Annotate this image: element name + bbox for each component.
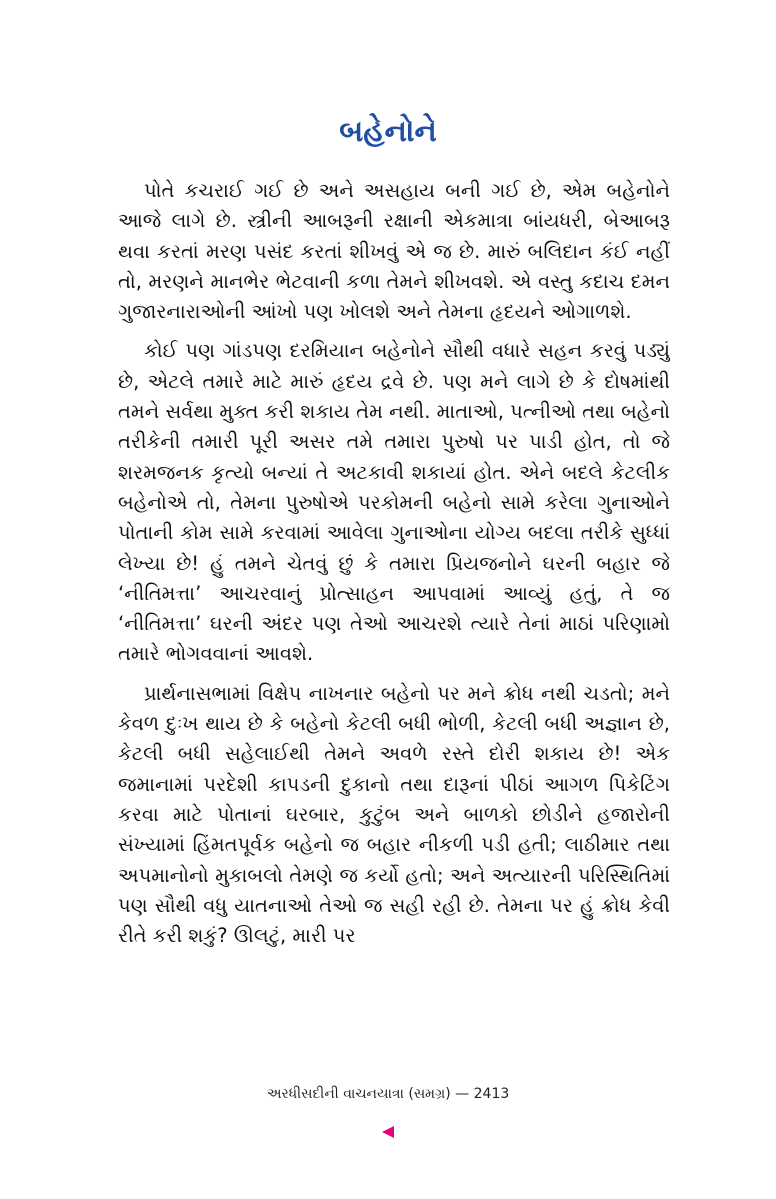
triangle-left-icon (380, 1124, 396, 1140)
page-footer: અરધીસદીની વાચનયાત્રા (સમગ્ર) — 2413 (266, 1086, 510, 1102)
page-title: બહેનોને (339, 114, 437, 149)
previous-page-button[interactable] (380, 1124, 396, 1140)
paragraph: કોઈ પણ ગાંડપણ દરમિયાન બહેનોને સૌથી વધારે સહન કરવું પડ્યું છે, એટલે તમારે માટે મારું હૃદય દ્રવે છે. પણ મને લાગે છે કે દોષમાંથી તમને સર્વથા મુક્ત કરી શકાય તેમ નથી. માતાઓ, પત્નીઓ તથા બહેનો તરીકેની તમારી પૂરી અસર તમે તમારા પુરુષો પર પાડી હોત, તો જે શરમજનક કૃત્યો બન્યાં તે અટકાવી શકાયાં હોત. એને બદલે કેટલીક બહેનોએ તો, તેમના પુરુષોએ પરકોમની બહેનો સામે કરેલા ગુનાઓને પોતાની કોમ સામે કરવામાં આવેલા ગુનાઓના યોગ્ય બદલા તરીકે સુધ્ધાં લેખ્યા છે! હું તમને ચેતવું છું કે તમારા પ્રિયજનોને ઘરની બહાર જે ‘નીતિમત્તા’ આચરવાનું પ્રોત્સાહન આપવામાં આવ્યું હતું, તે જ ‘નીતિમત્તા’ ઘરની અંદર પણ તેઓ આચરશે ત્યારે તેનાં માઠાં પરિણામો તમારે ભોગવવાનાં આવશે. (118, 339, 670, 666)
paragraph: પ્રાર્થનાસભામાં વિક્ષેપ નાખનાર બહેનો પર મને ક્રોધ નથી ચડતો; મને કેવળ દુઃખ થાય છે કે બહેનો કેટલી બધી ભોળી, કેટલી બધી અજ્ઞાન છે, કેટલી બધી સહેલાઈથી તેમને અવળે રસ્તે દોરી શકાય છે! એક જમાનામાં પરદેશી કાપડની દુકાનો તથા દારૂનાં પીઠાં આગળ પિકેટિંગ કરવા માટે પોતાનાં ઘરબાર, કુટુંબ અને બાળકો છોડીને હજારોની સંખ્યામાં હિંમતપૂર્વક બહેનો જ બહાર નીકળી પડી હતી; લાઠીમાર તથા અપમાનોનો મુકાબલો તેમણે જ કર્યો હતો; અને અત્યારની પરિસ્થિતિમાં પણ સૌથી વધુ યાતનાઓ તેઓ જ સહી રહી છે. તેમના પર હું ક્રોધ કેવી રીતે કરી શકું? ઊલટું, મારી પર (118, 681, 670, 948)
paragraph: પોતે કચરાઈ ગઈ છે અને અસહાય બની ગઈ છે, એમ બહેનોને આજે લાગે છે. સ્ત્રીની આબરૂની રક્ષાની એકમાત્રા બાંયધરી, બેઆબરૂ થવા કરતાં મરણ પસંદ કરતાં શીખવું એ જ છે. મારું બલિદાન કંઈ નહીં તો, મરણને માનભેર ભેટવાની કળા તેમને શીખવશે. એ વસ્તુ કદાચ દમન ગુજારનારાઓની આંખો પણ ખોલશે અને તેમના હૃદયને ઓગાળશે. (118, 179, 670, 324)
article-body (118, 176, 670, 951)
